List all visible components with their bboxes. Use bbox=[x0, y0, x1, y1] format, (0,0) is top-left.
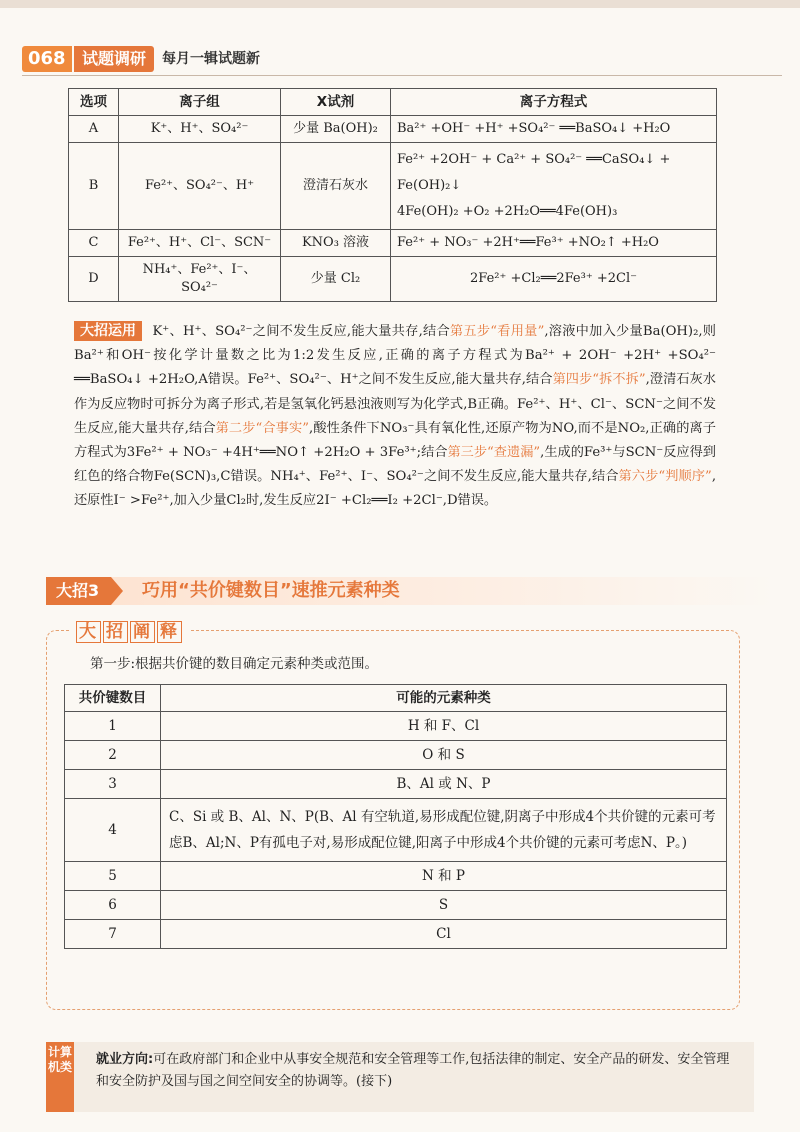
table-row bbox=[69, 116, 717, 143]
table-row bbox=[65, 799, 727, 862]
step-one-text: 第一步:根据共价键的数目确定元素种类或范围。 bbox=[90, 656, 379, 672]
step-highlight: 第五步“看用量” bbox=[449, 324, 545, 339]
footer-category-tag: 计算机类 bbox=[46, 1042, 74, 1112]
ions-cell: Fe²⁺、SO₄²⁻、H⁺ bbox=[119, 143, 281, 230]
table-row bbox=[65, 862, 727, 891]
element-cell: S bbox=[161, 891, 727, 920]
step-highlight: 第二步“合事实” bbox=[215, 420, 310, 436]
element-cell: B、Al 或 N、P bbox=[161, 770, 727, 799]
bond-count-cell: 1 bbox=[65, 712, 161, 741]
step-highlight: 第四步“拆不拆” bbox=[552, 372, 646, 388]
table-header-cell: 选项 bbox=[69, 89, 119, 116]
heading-char: 招 bbox=[103, 621, 128, 643]
table-row bbox=[69, 143, 717, 230]
table-header-cell: X试剂 bbox=[281, 89, 391, 116]
bond-count-cell: 5 bbox=[65, 862, 161, 891]
element-cell: O 和 S bbox=[161, 741, 727, 770]
ions-cell: Fe²⁺、H⁺、Cl⁻、SCN⁻ bbox=[119, 230, 281, 257]
equation-cell bbox=[391, 230, 717, 257]
element-cell: N 和 P bbox=[161, 862, 727, 891]
bond-count-cell: 7 bbox=[65, 920, 161, 949]
table-header-cell: 可能的元素种类 bbox=[161, 685, 727, 712]
option-cell: D bbox=[69, 257, 119, 302]
heading-char: 阐 bbox=[130, 621, 155, 643]
equation-line: Fe²⁺ + NO₃⁻ +2H⁺══Fe³⁺ +NO₂↑ +H₂O bbox=[397, 235, 659, 250]
analysis-text: K⁺、H⁺、SO₄²⁻之间不发生反应,能大量共存,结合 bbox=[148, 324, 450, 339]
table-row bbox=[65, 712, 727, 741]
analysis-text: ,生成的Fe³⁺与SCN⁻反应得到红色的络合物Fe(SCN)₃,C错误。NH₄⁺、Fe²⁺、I⁻、SO₄²⁻之间不发生反应,能大量共存,结合 bbox=[74, 445, 716, 485]
ions-cell: NH₄⁺、Fe²⁺、I⁻、SO₄²⁻ bbox=[119, 257, 281, 302]
header-divider bbox=[22, 75, 782, 76]
bond-count-cell: 6 bbox=[65, 891, 161, 920]
table-header-cell: 共价键数目 bbox=[65, 685, 161, 712]
option-cell: A bbox=[69, 116, 119, 143]
header-subtitle: 每月一辑试题新 bbox=[162, 51, 260, 67]
step-highlight: 第六步“判顺序” bbox=[618, 469, 712, 485]
reagent-cell: KNO₃ 溶液 bbox=[281, 230, 391, 257]
column-tag: 试题调研 bbox=[74, 46, 154, 72]
table-row bbox=[65, 770, 727, 799]
bond-count-cell: 3 bbox=[65, 770, 161, 799]
analysis-text: ,酸性条件下NO₃⁻具有氧化性,还原产物为NO,而不是NO₂,正确的离子方程式为3Fe²⁺ + NO₃⁻ +4H⁺══NO↑ +2H₂O + 3Fe³⁺;结合 bbox=[74, 420, 716, 461]
table-header-cell: 离子方程式 bbox=[391, 89, 717, 116]
reagent-cell: 澄清石灰水 bbox=[281, 143, 391, 230]
ion-reaction-table bbox=[68, 88, 717, 302]
table-header-row bbox=[69, 89, 717, 116]
table-header-row bbox=[65, 685, 727, 712]
footer-label: 就业方向: bbox=[96, 1052, 154, 1067]
bond-count-cell: 4 bbox=[65, 799, 161, 862]
equation-cell bbox=[391, 143, 717, 230]
heading-char: 大 bbox=[76, 621, 101, 643]
section-banner bbox=[46, 577, 774, 605]
element-cell: C、Si 或 B、Al、N、P(B、Al 有空轨道,易形成配位键,阴离子中形成4个共价键的元素可考虑B、Al;N、P有孤电子对,易形成配位键,阳离子中形成4个共价键的元素可考虑N、P。) bbox=[161, 799, 727, 862]
equation-line: 2Fe²⁺ +Cl₂══2Fe³⁺ +2Cl⁻ bbox=[470, 271, 637, 286]
element-cell: H 和 F、Cl bbox=[161, 712, 727, 741]
analysis-paragraph bbox=[74, 320, 716, 514]
reagent-cell: 少量 Cl₂ bbox=[281, 257, 391, 302]
section-title: 巧用“共价键数目”速推元素种类 bbox=[142, 580, 400, 601]
equation-line: Fe²⁺ +2OH⁻ + Ca²⁺ + SO₄²⁻ ══CaSO₄↓ + bbox=[397, 152, 671, 167]
table-row bbox=[65, 920, 727, 949]
equation-line: Fe(OH)₂↓ bbox=[397, 178, 462, 193]
reagent-cell: 少量 Ba(OH)₂ bbox=[281, 116, 391, 143]
equation-cell bbox=[391, 116, 717, 143]
section-badge: 大招3 bbox=[46, 577, 111, 605]
table-row bbox=[65, 891, 727, 920]
analysis-tag: 大招运用 bbox=[74, 321, 142, 341]
analysis-text: ,澄清石灰水作为反应物时可拆分为离子形式,若是氢氧化钙悬浊液则写为化学式,B正确。Fe²⁺、H⁺、Cl⁻、SCN⁻之间不发生反应,能大量共存,结合 bbox=[74, 372, 716, 436]
explanation-heading bbox=[70, 620, 190, 644]
table-row bbox=[69, 230, 717, 257]
bond-count-cell: 2 bbox=[65, 741, 161, 770]
top-edge-strip bbox=[0, 0, 800, 8]
table-header-cell: 离子组 bbox=[119, 89, 281, 116]
option-cell: B bbox=[69, 143, 119, 230]
equation-line: 4Fe(OH)₂ +O₂ +2H₂O══4Fe(OH)₃ bbox=[397, 204, 618, 219]
footer-text bbox=[96, 1049, 736, 1093]
analysis-text: ,溶液中加入少量Ba(OH)₂,则Ba²⁺和OH⁻按化学计量数之比为1:2发生反应,正确的离子方程式为Ba²⁺ + 2OH⁻ +2H⁺ +SO₄²⁻ ══BaSO₄↓ +2H₂O,A错误。Fe²⁺、SO₄²⁻、H⁺之间不发生反应,能大量共存,结合 bbox=[74, 324, 716, 388]
equation-line: Ba²⁺ +OH⁻ +H⁺ +SO₄²⁻ ══BaSO₄↓ +H₂O bbox=[397, 121, 671, 136]
page-header bbox=[22, 46, 782, 74]
footer-body: 可在政府部门和企业中从事安全规范和安全管理等工作,包括法律的制定、安全产品的研发、安全管理和安全防护及国与国之间空间安全的协调等。(接下) bbox=[96, 1052, 730, 1089]
option-cell: C bbox=[69, 230, 119, 257]
heading-char: 释 bbox=[157, 621, 182, 643]
equation-cell bbox=[391, 257, 717, 302]
analysis-text: ,还原性I⁻ >Fe²⁺,加入少量Cl₂时,发生反应2I⁻ +Cl₂══I₂ +2Cl⁻,D错误。 bbox=[74, 469, 717, 509]
ions-cell: K⁺、H⁺、SO₄²⁻ bbox=[119, 116, 281, 143]
step-highlight: 第三步“查遗漏” bbox=[447, 445, 541, 461]
element-cell: Cl bbox=[161, 920, 727, 949]
table-row bbox=[69, 257, 717, 302]
page-number: 068 bbox=[22, 46, 72, 72]
bond-count-table bbox=[64, 684, 727, 949]
table-row bbox=[65, 741, 727, 770]
